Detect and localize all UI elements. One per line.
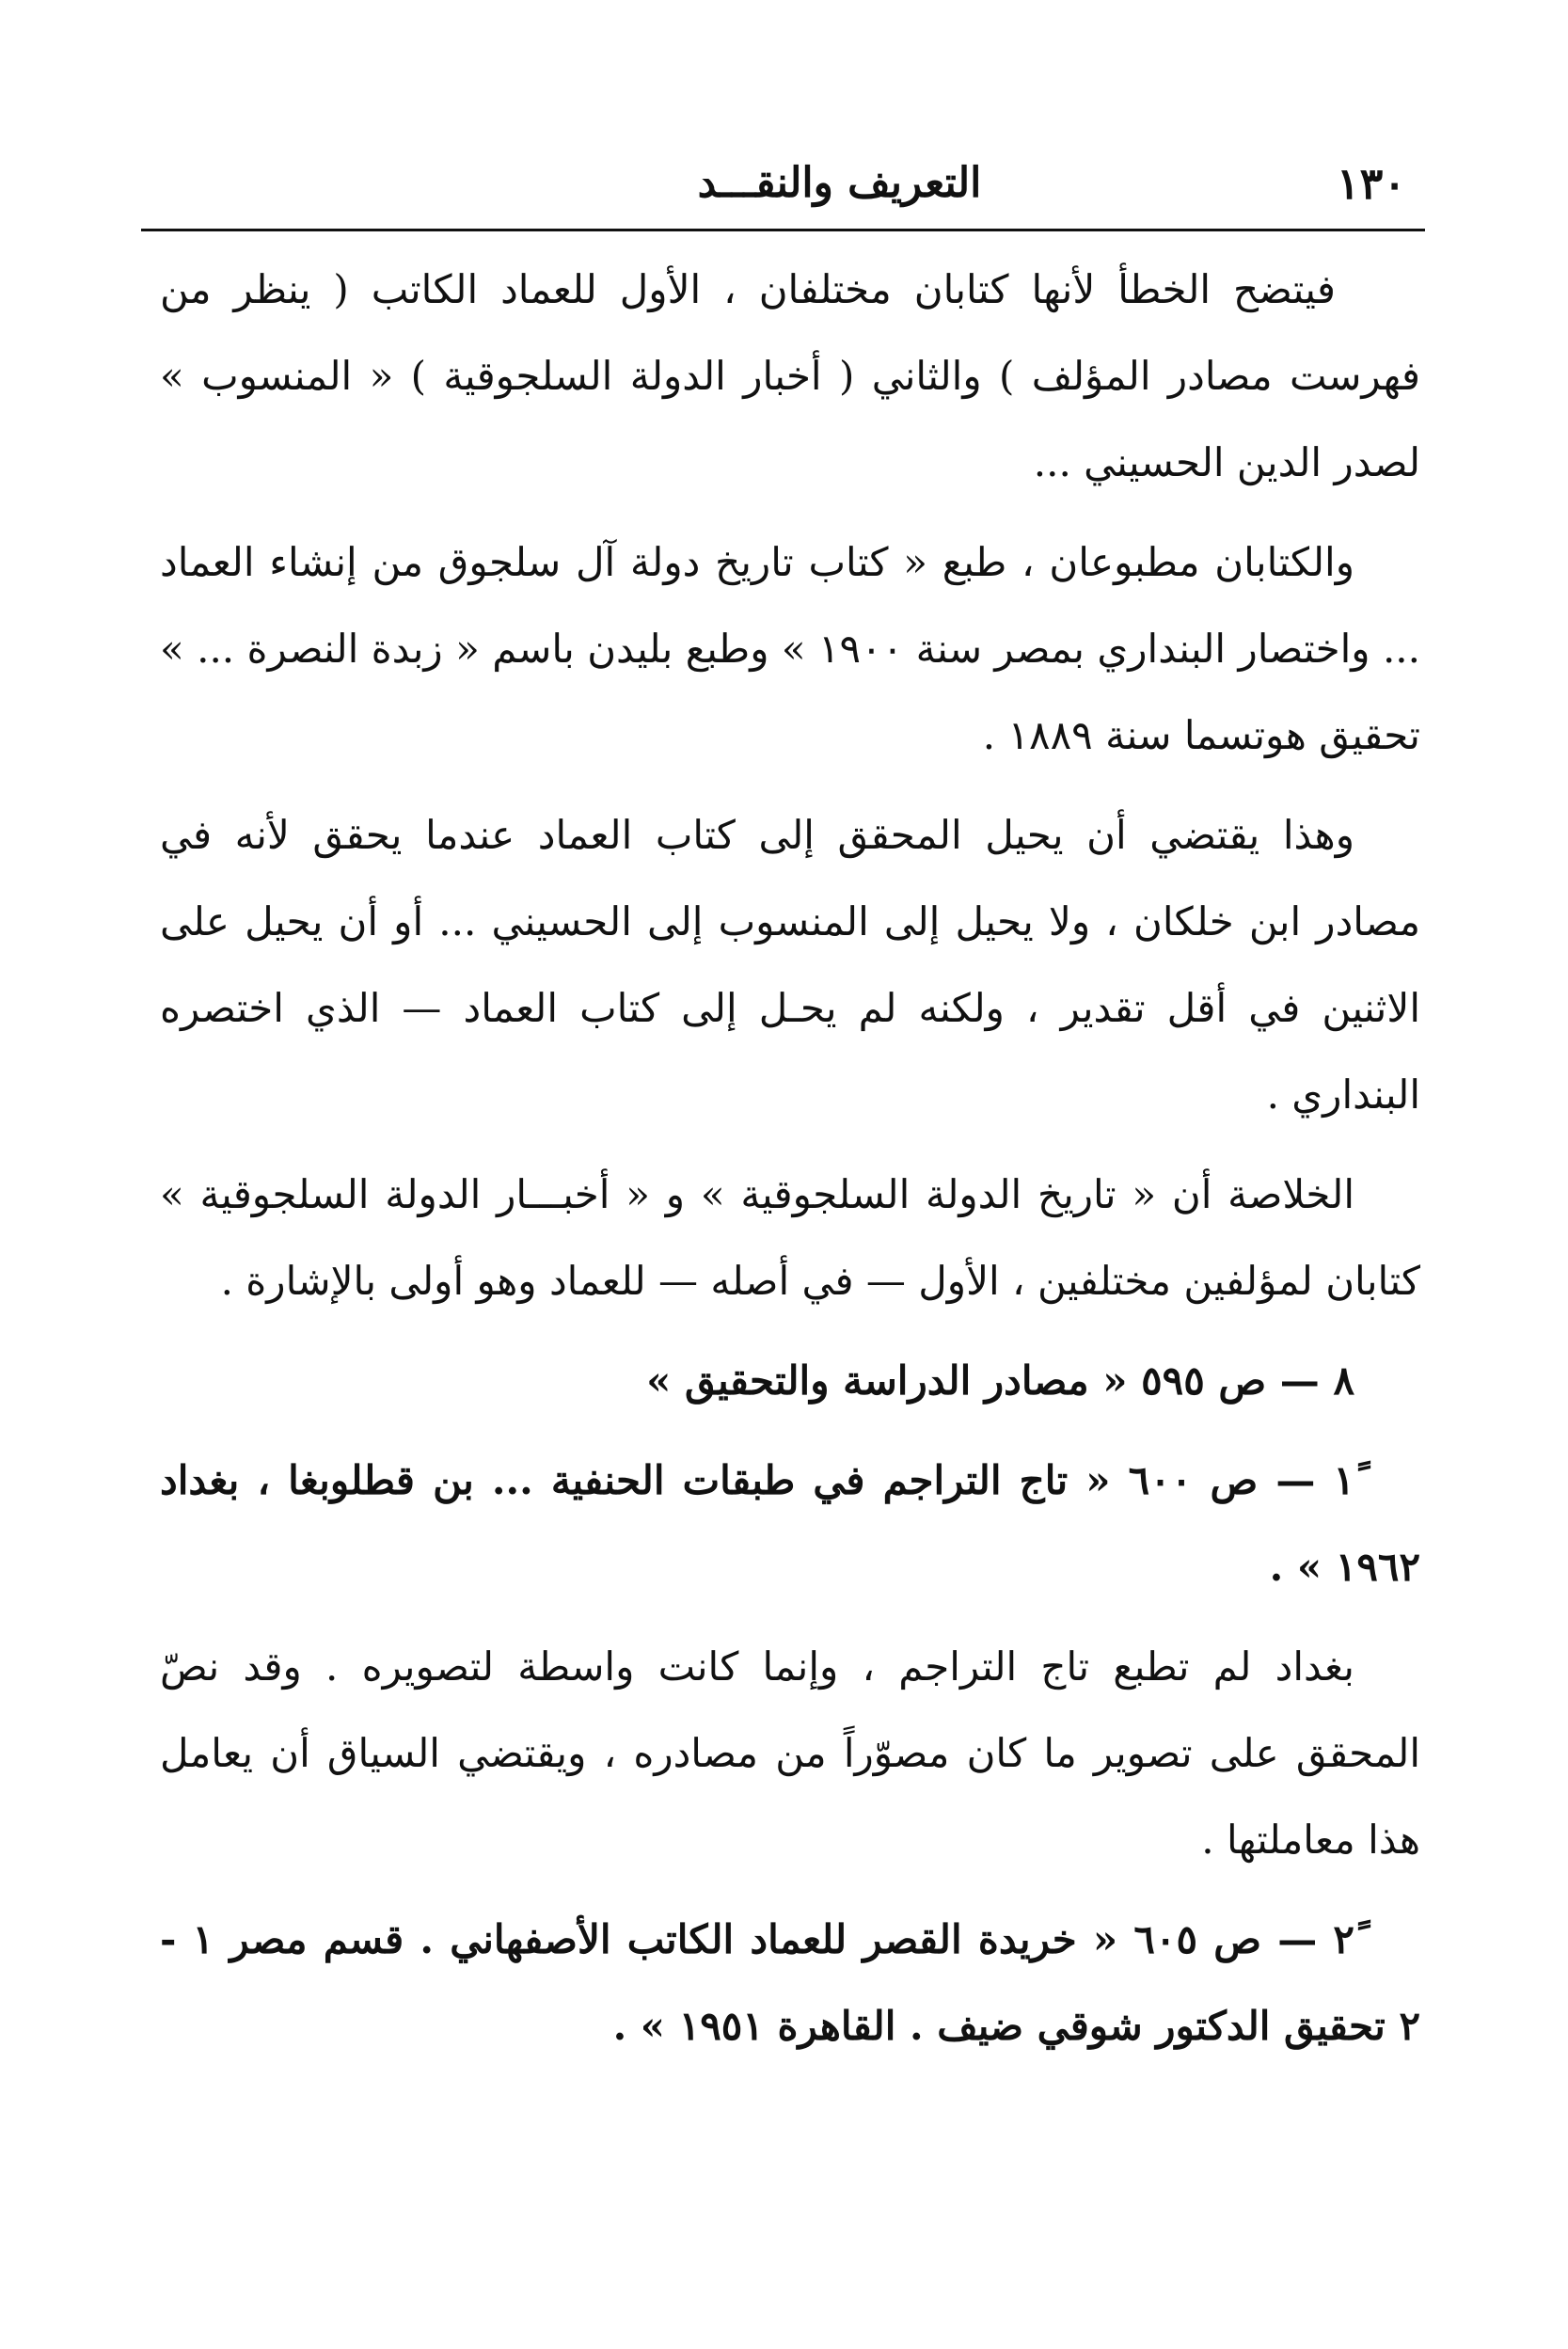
- page-header: [141, 151, 1425, 226]
- paragraph: بغداد لم تطبع تاج التراجم ، وإنما كانت واسطة لتصويره . وقد نصّ المحقق على تصوير ما كان مصوّراً من مصادره ، ويقتضي السياق أن يعامل هذا معاملتها .: [160, 1643, 1420, 1863]
- source-entry: ١ً — ص ٦٠٠ « تاج التراجم في طبقات الحنفية ... بن قطلوبغا ، بغداد ١٩٦٢ » .: [160, 1457, 1420, 1590]
- page-number: ١٣٠: [1336, 158, 1406, 209]
- paragraph: الخلاصة أن « تاريخ الدولة السلجوقية » و « أخبـــار الدولة السلجوقية » كتابان لمؤلفين مختلفين ، الأول — في أصله — للعماد وهو أولى بالإشارة .: [160, 1171, 1420, 1304]
- paragraph: والكتابان مطبوعان ، طبع « كتاب تاريخ دولة آل سلجوق من إنشاء العماد ... واختصار البنداري بمصر سنة ١٩٠٠ » وطبع بليدن باسم « زبدة النصرة ... » تحقيق هوتسما سنة ١٨٨٩ .: [160, 539, 1420, 758]
- paragraph: وهذا يقتضي أن يحيل المحقق إلى كتاب العماد عندما يحقق لأنه في مصادر ابن خلكان ، ولا يحيل إلى المنسوب إلى الحسيني ... أو أن يحيل على الاثنين في أقل تقدير ، ولكنه لم يحـل إلى كتاب العماد — الذي اختصره البنداري .: [160, 812, 1420, 1118]
- body-text: [160, 246, 1420, 2083]
- source-entry: ٢ً — ص ٦٠٥ « خريدة القصر للعماد الكاتب الأصفهاني . قسم مصر ١ - ٢ تحقيق الدكتور شوقي ضيف . القاهرة ١٩٥١ » .: [160, 1916, 1420, 2049]
- source-entry: ٨ — ص ٥٩٥ « مصادر الدراسة والتحقيق »: [646, 1357, 1354, 1404]
- running-title: التعريف والنقـــد: [697, 159, 982, 207]
- header-rule: [141, 229, 1425, 231]
- paragraph: فيتضح الخطأ لأنها كتابان مختلفان ، الأول للعماد الكاتب ( ينظر من فهرست مصادر المؤلف ) والثاني ( أخبار الدولة السلجوقية ) « المنسوب » لصدر الدين الحسيني ...: [160, 266, 1420, 485]
